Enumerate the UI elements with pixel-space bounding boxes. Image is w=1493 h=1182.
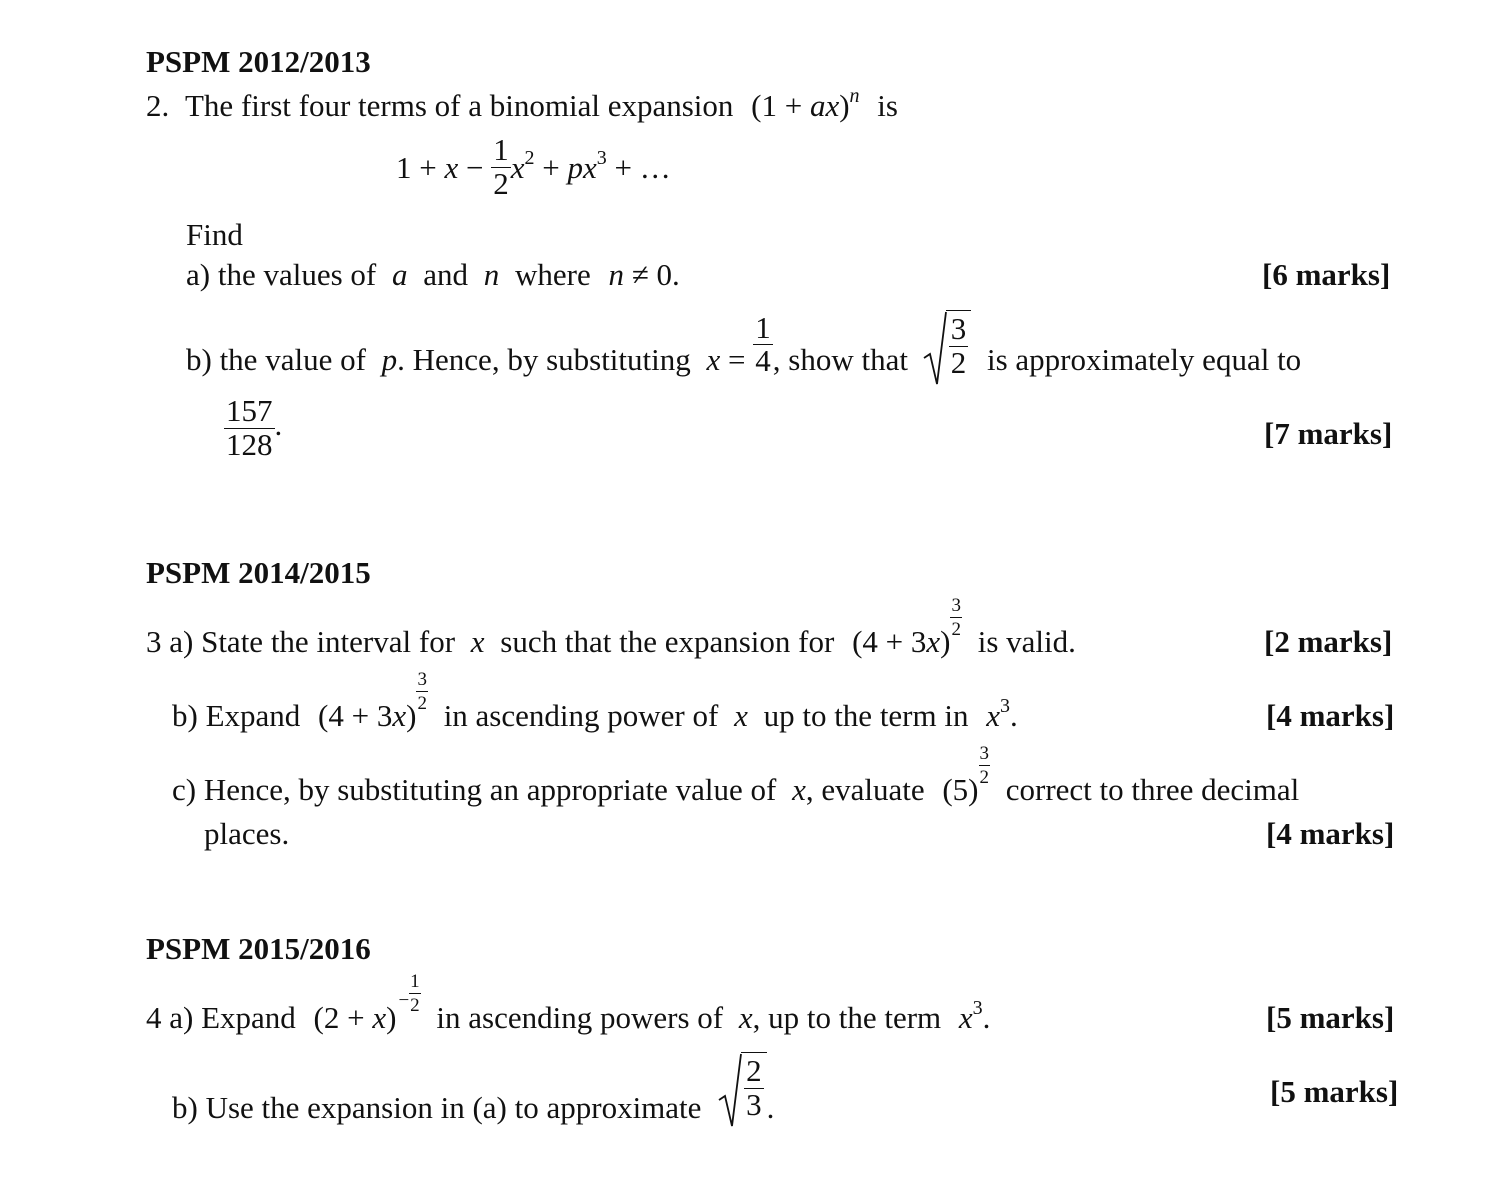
radical-sign-icon [717, 1052, 743, 1130]
exponent-3-2-c [979, 744, 991, 787]
base-close-4a: ) [386, 1000, 397, 1035]
expr-start: 1 + [396, 150, 445, 186]
sub-num: 1 [755, 309, 771, 345]
part-2b-text3: , show that [772, 341, 908, 377]
part-3c-label: c) Hence, by substituting an appropriate value of [172, 772, 777, 807]
expr-minus: − [458, 150, 492, 186]
expr-exp-2: 2 [524, 147, 535, 170]
sqrt-3-over-2 [922, 310, 972, 379]
part-3a-text: such that the expansion for [500, 624, 835, 659]
part-2a [186, 259, 680, 290]
sqrt-2-over-3 [717, 1052, 767, 1121]
part-3c-text3: places. [204, 816, 290, 851]
term-x3-exp-4a: 3 [972, 997, 983, 1019]
var-p: p [381, 341, 398, 377]
approx-dot: . [274, 407, 283, 443]
sub-fraction [753, 309, 773, 379]
base-4-3x: (4 + 3 [852, 624, 927, 659]
exponent-3-2-b [416, 670, 428, 713]
cond-neq: ≠ 0. [623, 257, 680, 292]
part-3a-tail: is valid. [977, 624, 1076, 659]
part-2b [186, 310, 1301, 379]
var-x-4a: x [738, 1000, 753, 1035]
exp-den-b: 2 [417, 693, 427, 714]
binomial-ax: ax [809, 88, 840, 123]
radical-sign-icon [922, 310, 948, 388]
part-2a-where: where [515, 257, 591, 292]
part-3c-text: , evaluate [805, 772, 925, 807]
exponent-neg-1-2 [409, 972, 421, 1015]
part-4a-text2: , up to the term [752, 1000, 942, 1035]
expr-px: px [567, 150, 597, 186]
part-3b-dot: . [1010, 698, 1018, 733]
part-2a-text: a) the values of [186, 257, 377, 292]
exp-num-c: 3 [979, 743, 989, 764]
base-2-x: (2 + [313, 1000, 373, 1035]
question-number: 2. [146, 88, 170, 123]
part-4a-label: 4 a) Expand [146, 1000, 296, 1035]
binomial-base: (1 + [751, 88, 810, 123]
part-3b-label: b) Expand [172, 698, 301, 733]
part-4b [172, 1052, 775, 1125]
question-2-stem [146, 85, 898, 123]
find-label: Find [186, 217, 243, 252]
marks-3b: [4 marks] [1266, 698, 1395, 733]
approx-num: 157 [226, 393, 273, 428]
part-3b [172, 669, 1018, 743]
part-2a-and: and [423, 257, 468, 292]
base-close: ) [940, 624, 951, 659]
marks-4a: [5 marks] [1266, 1000, 1395, 1035]
exp-num: 3 [951, 595, 961, 616]
base-5: (5) [942, 772, 979, 807]
approx-den: 128 [226, 426, 273, 462]
expr-x: x [444, 150, 459, 186]
approx-fraction [224, 395, 275, 461]
marks-2b: [7 marks] [1264, 416, 1393, 451]
expr-x-squared: x [510, 150, 525, 186]
binomial-exponent: n [849, 85, 860, 107]
sub-eq: = [720, 341, 754, 377]
sub-x: x [706, 341, 721, 377]
part-4b-label: b) Use the expansion in (a) to approximate [172, 1089, 702, 1125]
part-3a [146, 595, 1076, 669]
part-3b-text: in ascending power of [443, 698, 719, 733]
marks-3c: [4 marks] [1266, 816, 1395, 851]
part-3c-text2: correct to three decimal [1005, 772, 1300, 807]
expr-fraction-den: 2 [493, 165, 509, 201]
sqrt-num: 3 [950, 311, 967, 346]
expr-fraction-num: 1 [493, 132, 509, 167]
exp-num-b: 3 [417, 669, 427, 690]
exponent-3-2 [950, 596, 962, 639]
marks-4b: [5 marks] [1270, 1074, 1399, 1109]
term-x3: x [986, 698, 1000, 733]
part-3c [172, 743, 1300, 817]
var-x-b: x [734, 698, 748, 733]
exp-den-c: 2 [979, 767, 989, 788]
sqrt-num-4b: 2 [746, 1053, 762, 1088]
marks-2a: [6 marks] [1262, 257, 1391, 292]
base-x-b: x [392, 698, 407, 733]
sqrt-den-4b: 3 [746, 1086, 762, 1122]
exp-num-4a: 1 [410, 971, 420, 992]
section-heading-2012: PSPM 2012/2013 [146, 44, 371, 79]
term-x3-4a: x [958, 1000, 973, 1035]
binomial-close: ) [839, 88, 850, 123]
part-2b-text4: is approximately equal to [986, 341, 1302, 377]
exp-sign: − [398, 990, 410, 1011]
var-a: a [391, 257, 408, 292]
base-x: x [926, 624, 941, 659]
part-4b-dot: . [766, 1089, 775, 1125]
part-2b-text: b) the value of [186, 341, 366, 377]
question-text: The first four terms of a binomial expansion [185, 88, 734, 123]
part-2b-text2: . Hence, by substituting [397, 341, 691, 377]
sub-den: 4 [755, 343, 771, 379]
exp-den-4a: 2 [410, 995, 420, 1016]
expr-exp-3: 3 [596, 147, 607, 170]
part-4a [146, 971, 991, 1045]
var-x-c: x [792, 772, 806, 807]
var-n: n [483, 257, 500, 292]
expr-plus: + [534, 150, 568, 186]
part-3b-text2: up to the term in [763, 698, 969, 733]
part-4a-text: in ascending powers of [436, 1000, 724, 1035]
expr-tail: + … [606, 150, 671, 186]
expansion-expression [396, 132, 671, 204]
approx-value [224, 395, 282, 461]
marks-3a: [2 marks] [1264, 624, 1393, 659]
expr-fraction [491, 134, 511, 200]
term-x3-exp: 3 [1000, 695, 1010, 717]
part-3a-label: 3 a) State the interval for [146, 624, 456, 659]
var-x: x [470, 624, 485, 659]
part-4a-dot: . [982, 1000, 991, 1035]
base-x-4a: x [372, 1000, 387, 1035]
base-close-b: ) [406, 698, 417, 733]
section-heading-2015: PSPM 2015/2016 [146, 931, 371, 966]
sqrt-den: 2 [950, 344, 967, 380]
base-4-3x-b: (4 + 3 [318, 698, 393, 733]
section-heading-2014: PSPM 2014/2015 [146, 555, 371, 590]
question-is: is [877, 88, 898, 123]
cond-n: n [608, 257, 624, 292]
exp-den: 2 [951, 619, 961, 640]
